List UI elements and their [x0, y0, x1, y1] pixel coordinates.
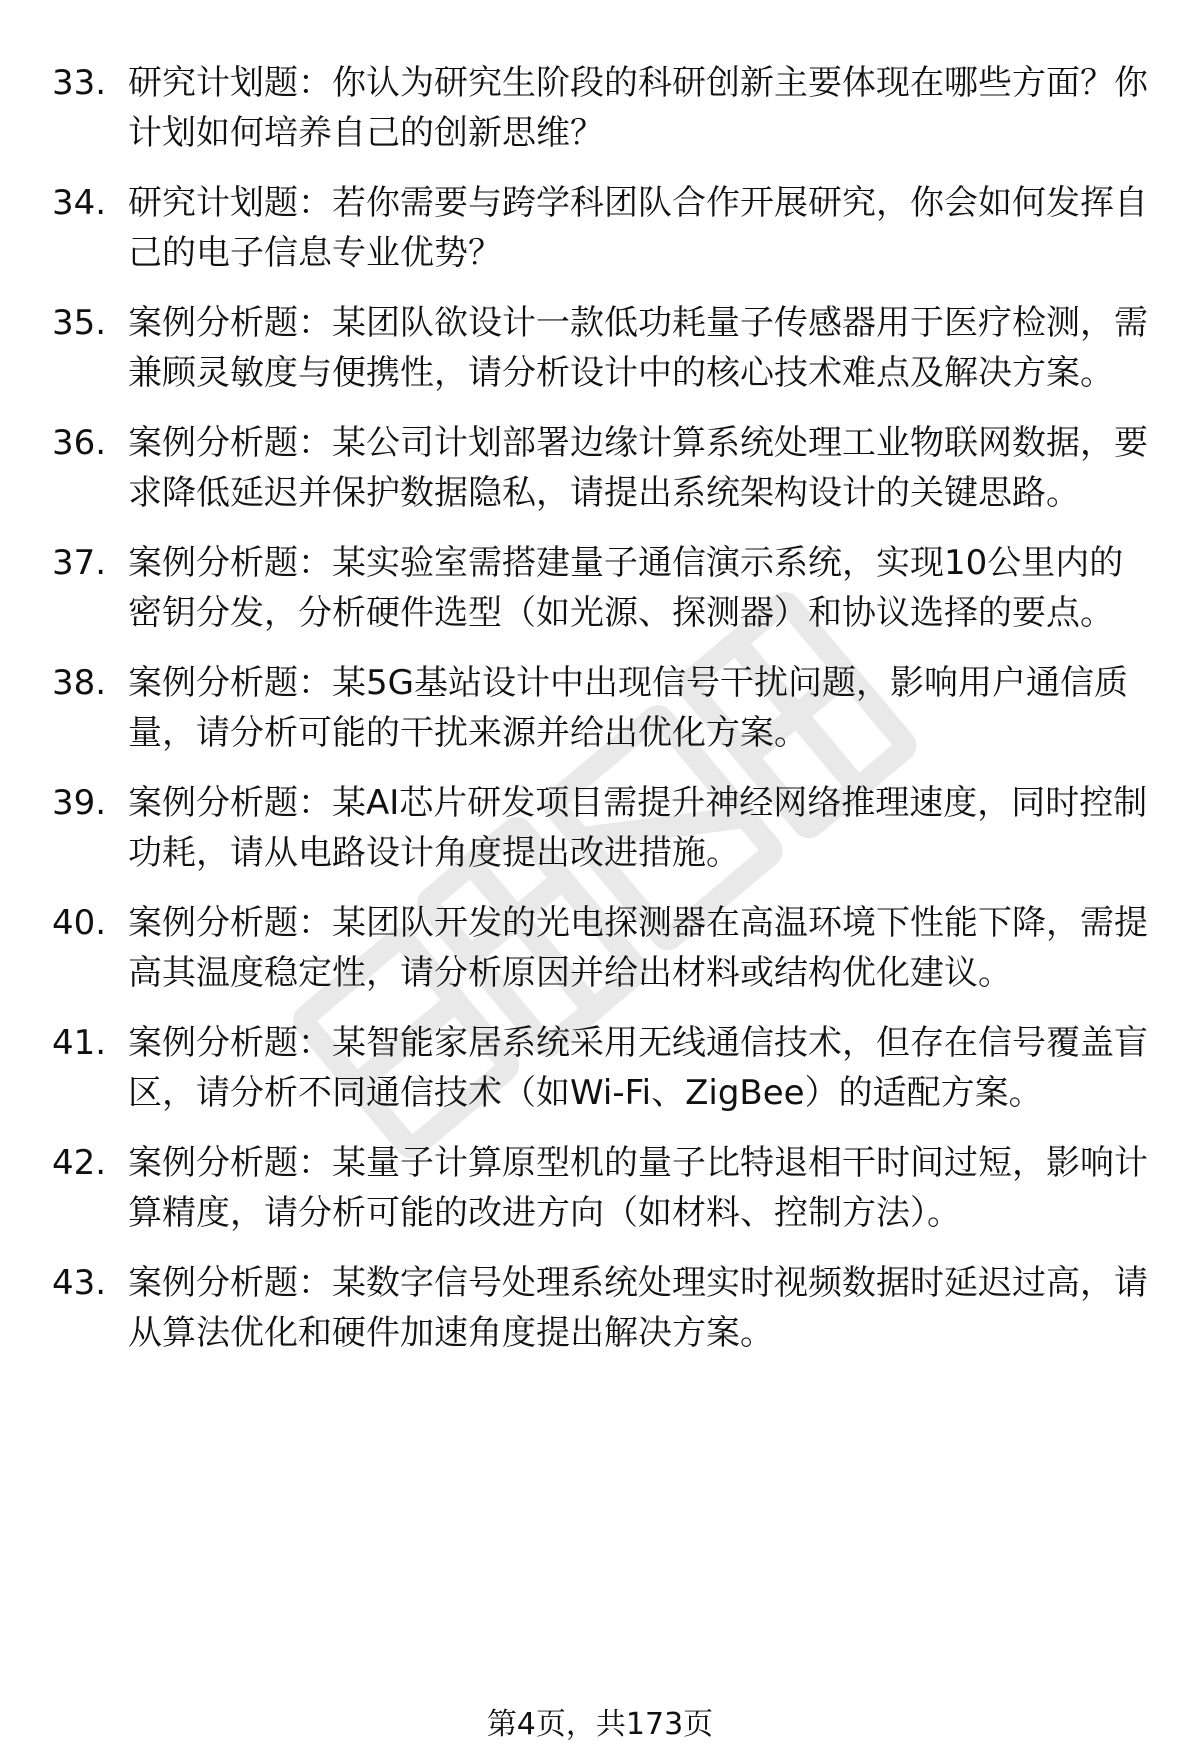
- question-item: [52, 418, 1152, 518]
- question-number: 39.: [52, 783, 107, 823]
- question-item: [52, 1018, 1152, 1118]
- question-text: 案例分析题：某5G基站设计中出现信号干扰问题，影响用户通信质量，请分析可能的干扰来源并给出优化方案。: [128, 663, 1128, 753]
- question-number: 43.: [52, 1263, 107, 1303]
- question-text: 案例分析题：某AI芯片研发项目需提升神经网络推理速度，同时控制功耗，请从电路设计角度提出改进措施。: [128, 783, 1148, 873]
- question-item: [52, 898, 1152, 998]
- question-number: 34.: [52, 183, 107, 223]
- page-number-label: 第4页，共173页: [486, 1707, 714, 1742]
- question-number: 40.: [52, 903, 107, 943]
- question-text: 案例分析题：某公司计划部署边缘计算系统处理工业物联网数据，要求降低延迟并保护数据隐私，请提出系统架构设计的关键思路。: [128, 423, 1148, 513]
- question-text: 研究计划题：你认为研究生阶段的科研创新主要体现在哪些方面？你计划如何培养自己的创新思维？: [128, 63, 1148, 153]
- question-text: 案例分析题：某数字信号处理系统处理实时视频数据时延迟过高，请从算法优化和硬件加速角度提出解决方案。: [128, 1263, 1148, 1353]
- question-list: [52, 58, 1152, 1358]
- question-number: 38.: [52, 663, 107, 703]
- question-item: [52, 538, 1152, 638]
- question-text: 案例分析题：某团队开发的光电探测器在高温环境下性能下降，需提高其温度稳定性，请分析原因并给出材料或结构优化建议。: [128, 903, 1148, 993]
- question-number: 41.: [52, 1023, 107, 1063]
- question-item: [52, 178, 1152, 278]
- page-footer: [0, 1705, 1200, 1745]
- question-number: 42.: [52, 1143, 107, 1183]
- question-item: [52, 778, 1152, 878]
- question-text: 案例分析题：某量子计算原型机的量子比特退相干时间过短，影响计算精度，请分析可能的改进方向（如材料、控制方法）。: [128, 1143, 1148, 1233]
- question-item: [52, 58, 1152, 158]
- question-text: 研究计划题：若你需要与跨学科团队合作开展研究，你会如何发挥自己的电子信息专业优势？: [128, 183, 1148, 273]
- question-item: [52, 1258, 1152, 1358]
- question-text: 案例分析题：某智能家居系统采用无线通信技术，但存在信号覆盖盲区，请分析不同通信技术（如Wi-Fi、ZigBee）的适配方案。: [128, 1023, 1148, 1113]
- question-text: 案例分析题：某实验室需搭建量子通信演示系统，实现10公里内的密钥分发，分析硬件选型（如光源、探测器）和协议选择的要点。: [128, 543, 1124, 633]
- question-number: 37.: [52, 543, 107, 583]
- question-number: 35.: [52, 303, 107, 343]
- question-item: [52, 658, 1152, 758]
- question-text: 案例分析题：某团队欲设计一款低功耗量子传感器用于医疗检测，需兼顾灵敏度与便携性，请分析设计中的核心技术难点及解决方案。: [128, 303, 1148, 393]
- question-item: [52, 298, 1152, 398]
- question-number: 33.: [52, 63, 107, 103]
- question-item: [52, 1138, 1152, 1238]
- question-number: 36.: [52, 423, 107, 463]
